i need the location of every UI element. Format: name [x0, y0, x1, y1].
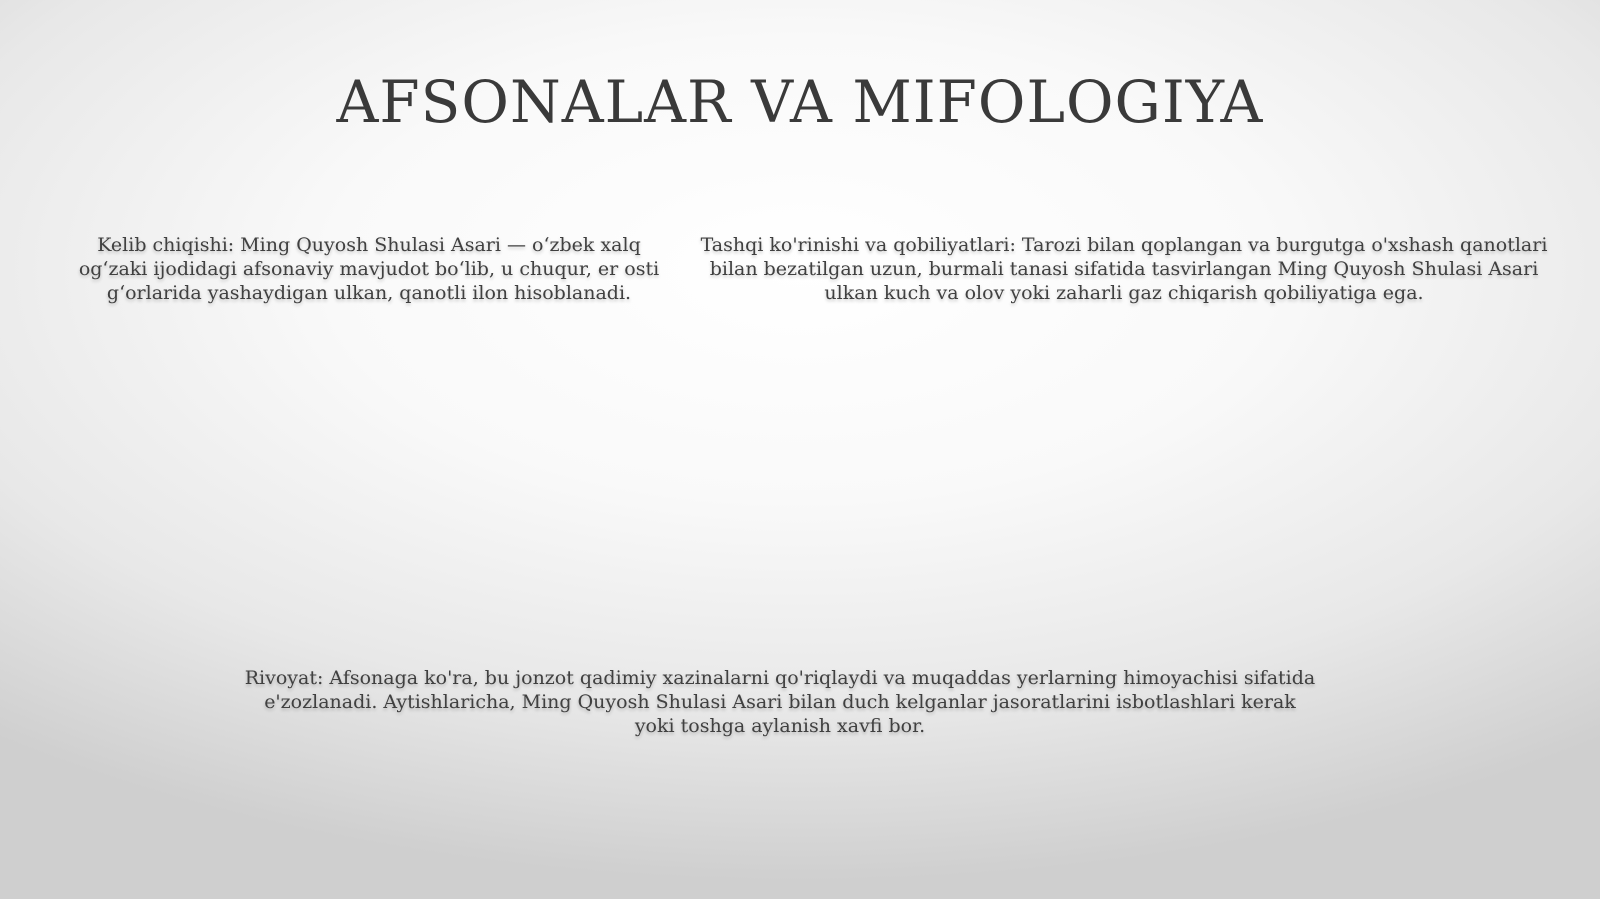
- origin-text-block: Kelib chiqishi: Ming Quyosh Shulasi Asari — o‘zbek xalq og‘zaki ijodidagi afsonaviy mavjudot bo‘lib, u chuqur, er osti g‘orlarida yashaydigan ulkan, qanotli ilon hisoblanadi.: [78, 234, 660, 304]
- legend-text-block: Rivoyat: Afsonaga ko'ra, bu jonzot qadimiy xazinalarni qo'riqlaydi va muqaddas yerlarning himoyachisi sifatida e'zozlanadi. Aytishlaricha, Ming Quyosh Shulasi Asari bilan duch kelganlar jasoratlarini isbotlashlari kerak yoki toshga aylanish xavfi bor.: [244, 667, 1316, 737]
- slide-title: AFSONALAR VA MIFOLOGIYA: [336, 68, 1264, 136]
- appearance-text-block: Tashqi ko'rinishi va qobiliyatlari: Tarozi bilan qoplangan va burgutga o'xshash qanotlari bilan bezatilgan uzun, burmali tanasi sifatida tasvirlangan Ming Quyosh Shulasi Asari ulkan kuch va olov yoki zaharli gaz chiqarish qobiliyatiga ega.: [700, 234, 1548, 304]
